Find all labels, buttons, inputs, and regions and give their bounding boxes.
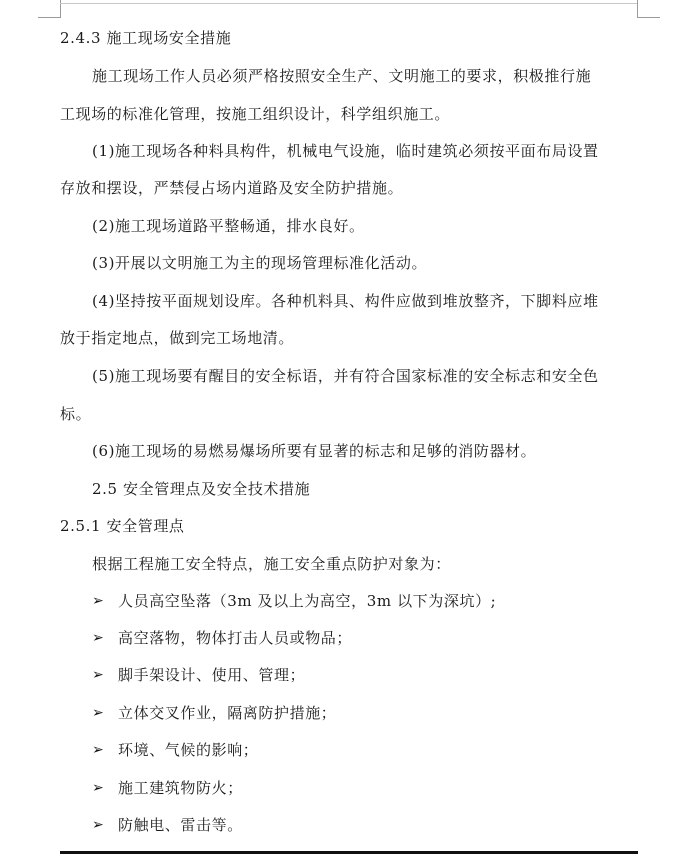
bullet-item-3: 脚手架设计、使用、管理； [118, 666, 306, 684]
bullet-icon: ➢ [92, 593, 104, 609]
item-2: (2)施工现场道路平整畅通，排水良好。 [92, 217, 365, 235]
section-heading-2-4-3: 2.4.3 施工现场安全措施 [60, 29, 232, 47]
bullet-item-1: 人员高空坠落（3m 及以上为高空，3m 以下为深坑）; [118, 592, 497, 610]
item-5-line-1: (5)施工现场要有醒目的安全标语，并有符合国家标准的安全标志和安全色 [92, 367, 599, 385]
item-5-line-2: 标。 [60, 405, 92, 423]
bullet-icon: ➢ [92, 742, 104, 758]
bullet-item-5: 环境、气候的影响； [118, 741, 259, 759]
bullet-icon: ➢ [92, 667, 104, 683]
intro-paragraph-line-1: 施工现场工作人员必须严格按照安全生产、文明施工的要求，积极推行施 [92, 67, 592, 85]
item-6: (6)施工现场的易燃易爆场所要有显著的标志和足够的消防器材。 [92, 442, 537, 460]
bullet-item-2: 高空落物，物体打击人员或物品； [118, 629, 353, 647]
item-1-line-2: 存放和摆设，严禁侵占场内道路及安全防护措施。 [60, 179, 404, 197]
bottom-rule [60, 851, 638, 854]
bullet-item-7: 防触电、雷击等。 [118, 816, 243, 834]
bullet-icon: ➢ [92, 705, 104, 721]
top-margin-line [60, 3, 638, 4]
bullet-item-6: 施工建筑物防火； [118, 779, 243, 797]
item-1-line-1: (1)施工现场各种料具构件，机械电气设施，临时建筑必须按平面布局设置 [92, 142, 599, 160]
item-4-line-2: 放于指定地点，做到完工场地清。 [60, 329, 295, 347]
item-3: (3)开展以文明施工为主的现场管理标准化活动。 [92, 254, 428, 272]
section-heading-2-5-1: 2.5.1 安全管理点 [60, 517, 185, 535]
bullet-icon: ➢ [92, 780, 104, 796]
section-heading-2-5: 2.5 安全管理点及安全技术措施 [92, 480, 311, 498]
bullet-item-4: 立体交叉作业，隔离防护措施； [118, 704, 337, 722]
crop-mark-top-right-vertical [637, 0, 638, 18]
crop-mark-top-right-horizontal [637, 17, 660, 18]
bullet-icon: ➢ [92, 817, 104, 833]
crop-mark-top-left-horizontal [38, 17, 61, 18]
section-2-5-1-intro: 根据工程施工安全特点，施工安全重点防护对象为： [92, 555, 451, 573]
item-4-line-1: (4)坚持按平面规划设库。各种机料具、构件应做到堆放整齐，下脚料应堆 [92, 292, 599, 310]
intro-paragraph-line-2: 工现场的标准化管理，按施工组织设计，科学组织施工。 [60, 105, 451, 123]
bullet-icon: ➢ [92, 630, 104, 646]
